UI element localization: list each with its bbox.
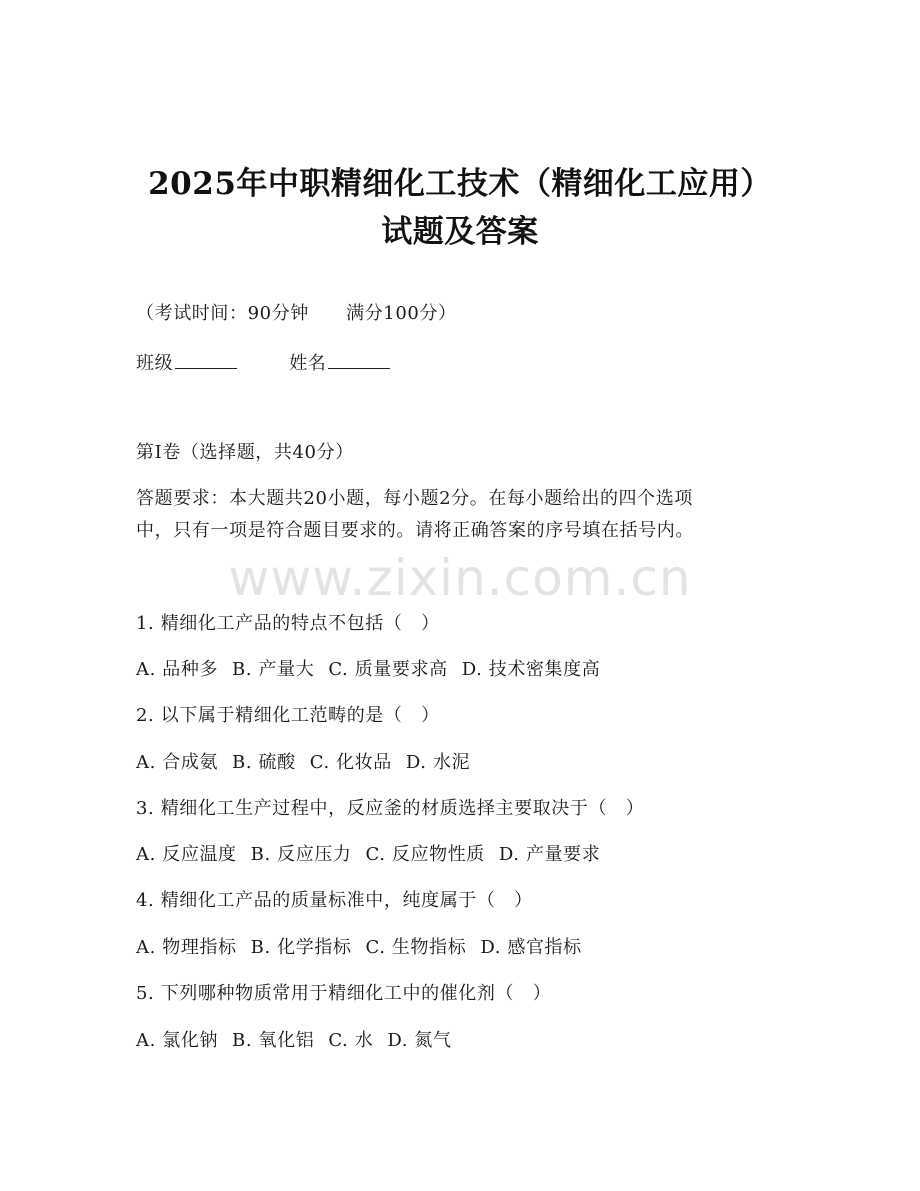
question-stem: 4. 精细化工产品的质量标准中，纯度属于（ ） (136, 890, 533, 911)
option-c: C. 反应物性质 (365, 844, 485, 865)
section-heading: 第I卷（选择题，共40分） (136, 442, 354, 463)
option-b: B. 化学指标 (250, 937, 352, 958)
name-blank[interactable] (328, 350, 390, 369)
question-options (136, 843, 600, 867)
option-b: B. 反应压力 (250, 844, 352, 865)
watermark: www.zixin.com.cn (228, 549, 692, 607)
option-a: A. 氯化钠 (136, 1030, 219, 1051)
question-stem: 3. 精细化工生产过程中，反应釜的材质选择主要取决于（ ） (136, 798, 645, 819)
instructions-line2: 中，只有一项是符合题目要求的。请将正确答案的序号填在括号内。 (136, 520, 694, 541)
option-c: C. 水 (328, 1030, 374, 1051)
class-label: 班级 (136, 353, 174, 374)
question-stem: 1. 精细化工产品的特点不包括（ ） (136, 613, 440, 634)
name-label: 姓名 (289, 353, 327, 374)
option-a: A. 反应温度 (136, 844, 237, 865)
option-c: C. 生物指标 (365, 937, 467, 958)
option-d: D. 氮气 (387, 1030, 452, 1051)
option-b: B. 硫酸 (232, 752, 296, 773)
option-d: D. 感官指标 (480, 937, 582, 958)
option-c: C. 化妆品 (309, 752, 392, 773)
option-a: A. 合成氨 (136, 752, 219, 773)
question-options (136, 751, 470, 775)
option-a: A. 品种多 (136, 659, 219, 680)
question-stem: 5. 下列哪种物质常用于精细化工中的催化剂（ ） (136, 983, 552, 1004)
option-d: D. 产量要求 (498, 844, 601, 865)
student-info-row (136, 350, 390, 376)
document-title-line2: 试题及答案 (381, 214, 539, 250)
option-d: D. 技术密集度高 (461, 659, 601, 680)
instructions-line1: 答题要求：本大题共20小题，每小题2分。在每小题给出的四个选项 (136, 488, 693, 509)
question-options (136, 658, 600, 682)
question-stem: 2. 以下属于精细化工范畴的是（ ） (136, 705, 440, 726)
class-blank[interactable] (175, 350, 237, 369)
option-d: D. 水泥 (405, 752, 471, 773)
option-c: C. 质量要求高 (328, 659, 448, 680)
question-options (136, 1029, 452, 1053)
question-options (136, 936, 582, 960)
document-title-line1: 2025年中职精细化工技术（精细化工应用） (148, 166, 772, 202)
exam-time-info: （考试时间：90分钟 满分100分） (136, 303, 457, 324)
option-a: A. 物理指标 (136, 937, 237, 958)
option-b: B. 产量大 (232, 659, 315, 680)
option-b: B. 氧化铝 (232, 1030, 315, 1051)
